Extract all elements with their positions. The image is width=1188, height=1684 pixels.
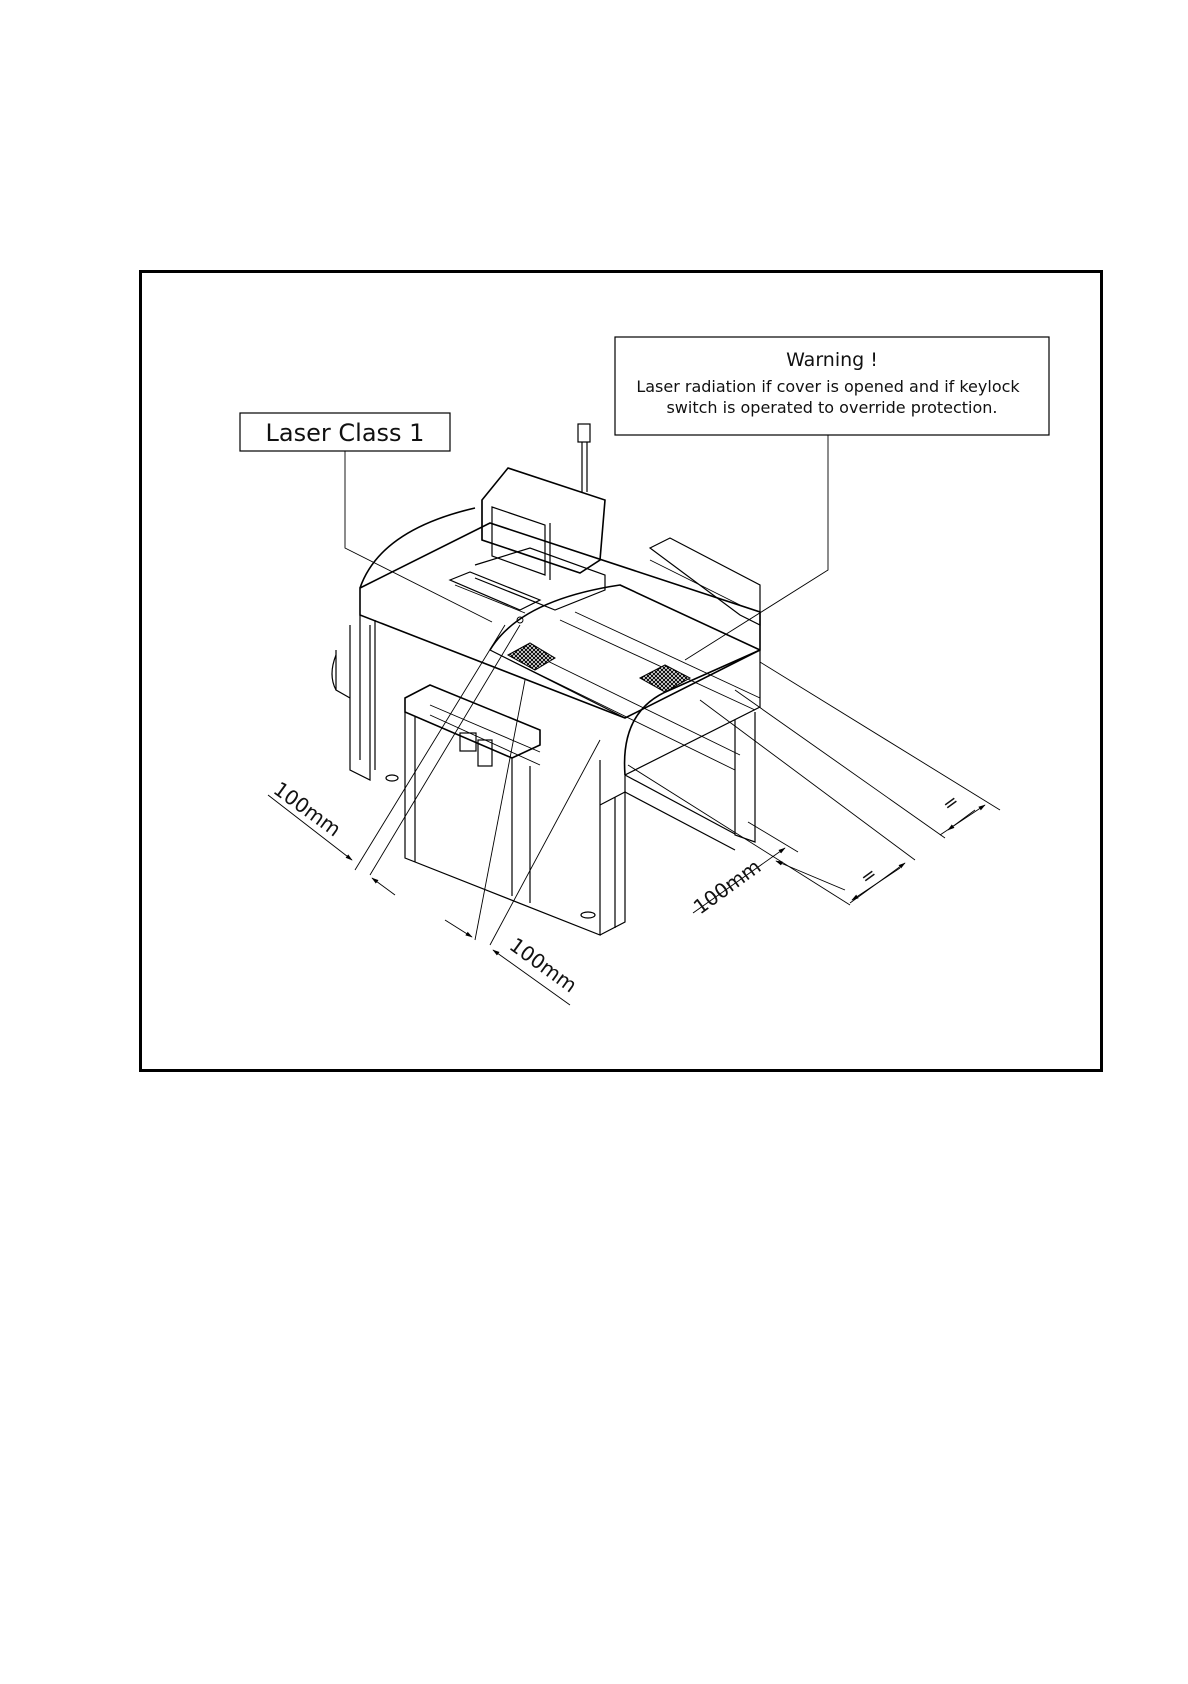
dimension-right-text: 100mm (688, 854, 766, 920)
warning-title: Warning ! (786, 349, 878, 371)
dimension-front-text: 100mm (505, 932, 582, 998)
warning-line-2: switch is operated to override protection. (666, 398, 998, 417)
dimension-left (268, 625, 520, 895)
laser-class-label (240, 413, 492, 622)
laser-class-text: Laser Class 1 (265, 419, 425, 447)
warning-label (615, 337, 1049, 660)
equal-mark-1: = (938, 790, 964, 817)
dimension-front (445, 680, 600, 1005)
laser-window-left (508, 643, 555, 670)
dimension-right (628, 662, 1000, 919)
equal-mark-2: = (856, 863, 882, 890)
warning-line-1: Laser radiation if cover is opened and if keylock (636, 377, 1020, 396)
dimension-left-text: 100mm (269, 776, 346, 842)
laser-window-right (640, 665, 690, 692)
signal-tower-icon (578, 424, 590, 492)
machine-body (332, 508, 760, 935)
